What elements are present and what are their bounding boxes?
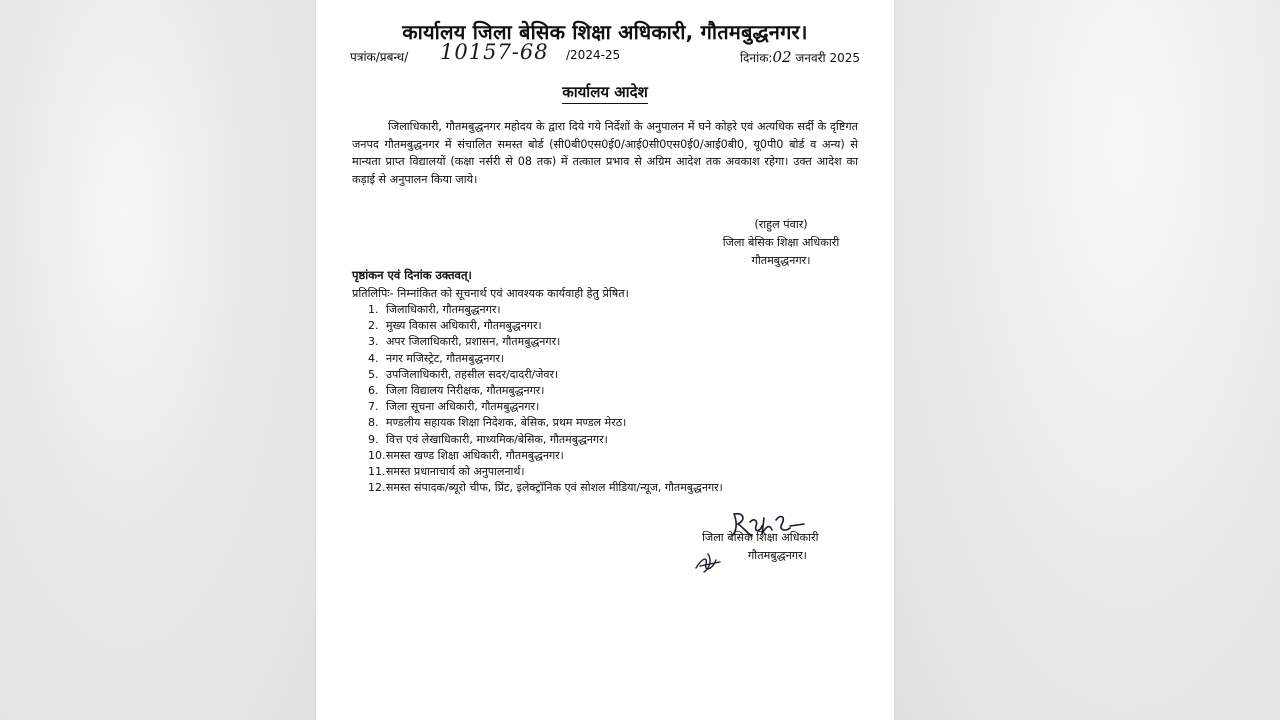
recipient-number: 4. <box>368 351 379 365</box>
recipient-text: वित्त एवं लेखाधिकारी, माध्यमिक/बेसिक, गौतमबुद्धनगर। <box>386 432 608 446</box>
reference-year: /2024-25 <box>566 48 621 62</box>
recipient-item <box>368 448 878 464</box>
recipient-number: 3. <box>368 335 379 349</box>
recipient-item <box>368 464 878 480</box>
date-label: दिनांक: <box>739 51 773 65</box>
recipient-text: अपर जिलाधिकारी, प्रशासन, गौतमबुद्धनगर। <box>386 335 561 349</box>
recipient-text: समस्त प्रधानाचार्य को अनुपालनार्थ। <box>386 465 525 479</box>
recipient-item <box>368 302 878 318</box>
recipient-item <box>368 334 878 350</box>
signature-block-primary <box>696 216 866 270</box>
recipient-text: जिला सूचना अधिकारी, गौतमबुद्धनगर। <box>386 400 540 414</box>
issue-date <box>740 48 860 66</box>
handwritten-signature <box>694 510 874 580</box>
recipient-text: समस्त खण्ड शिक्षा अधिकारी, गौतमबुद्धनगर। <box>386 448 564 462</box>
office-title: कार्यालय जिला बेसिक शिक्षा अधिकारी, गौतमबुद्धनगर। <box>402 20 808 44</box>
signatory-location-secondary: गौतमबुद्धनगर। <box>748 549 807 562</box>
recipient-item <box>368 367 878 383</box>
recipient-number: 10. <box>368 448 386 462</box>
recipient-item <box>368 318 878 334</box>
recipient-number: 1. <box>368 303 379 316</box>
recipient-item <box>368 432 878 448</box>
signature-block-secondary <box>694 510 874 580</box>
recipient-number: 7. <box>368 400 379 414</box>
recipient-text: जिला विद्यालय निरीक्षक, गौतमबुद्धनगर। <box>386 384 545 398</box>
signatory-designation-secondary: जिला बेसिक शिक्षा अधिकारी <box>702 531 819 544</box>
signatory-name: (राहुल पंवार) <box>754 218 808 231</box>
recipient-text: नगर मजिस्ट्रेट, गौतमबुद्धनगर। <box>386 351 505 365</box>
reference-row <box>350 40 860 76</box>
recipient-number: 2. <box>368 319 379 333</box>
recipient-number: 8. <box>368 416 379 430</box>
recipient-number: 5. <box>368 367 379 381</box>
blurred-background-left <box>0 0 316 720</box>
date-month-year: जनवरी 2025 <box>795 51 860 65</box>
recipient-item <box>368 383 878 399</box>
recipient-number: 12. <box>368 481 386 495</box>
recipient-item <box>368 351 878 367</box>
signatory-designation: जिला बेसिक शिक्षा अधिकारी <box>722 236 840 249</box>
endorsement-heading: पृष्ठांकन एवं दिनांक उक्तवत्। <box>352 268 472 282</box>
office-order-document <box>316 0 894 720</box>
recipient-list <box>368 302 878 496</box>
reference-label: पत्रांक/प्रबन्ध/ <box>350 50 409 64</box>
order-body: जिलाधिकारी, गौतमबुद्धनगर महोदय के द्वारा दिये गये निर्देशों के अनुपालन में घने कोहरे एवं अत्यधिक सर्दी के दृष्टिगत जनपद गौतमबुद्धनगर में संचालित समस्त बोर्ड (सी0बी0एस0ई0/आई0सी0एस0ई0/आई0बी0, यू0पी0 बोर्ड व अन्य) से मान्यता प्राप्त विद्यालयों (कक्षा नर्सरी से 08 तक) में तत्काल प्रभाव से अग्रिम आदेश तक अवकाश रहेगा। उक्त आदेश का कड़ाई से अनुपालन किया जाये। <box>352 120 858 186</box>
handwritten-date-day: 02 <box>772 48 792 66</box>
recipient-item <box>368 480 878 496</box>
recipient-text: जिलाधिकारी, गौतमबुद्धनगर। <box>386 303 501 316</box>
recipient-item <box>368 399 878 415</box>
signatory-location: गौतमबुद्धनगर। <box>751 254 811 267</box>
recipient-text: उपजिलाधिकारी, तहसील सदर/दादरी/जेवर। <box>386 367 559 381</box>
recipient-text: मण्डलीय सहायक शिक्षा निदेशक, बेसिक, प्रथम मण्डल मेरठ। <box>386 416 627 430</box>
order-title-wrap <box>316 82 894 104</box>
recipient-item <box>368 415 878 431</box>
copy-to-line: प्रतिलिपिः- निम्नांकित को सूचनार्थ एवं आवश्यक कार्यवाही हेतु प्रेषित। <box>352 287 629 300</box>
recipient-number: 11. <box>368 465 386 479</box>
recipient-text: मुख्य विकास अधिकारी, गौतमबुद्धनगर। <box>386 319 542 333</box>
blurred-background-right <box>894 0 1280 720</box>
recipient-number: 6. <box>368 384 379 398</box>
handwritten-reference-number: 10157-68 <box>440 40 549 64</box>
order-title: कार्यालय आदेश <box>562 82 648 104</box>
recipient-number: 9. <box>368 432 379 446</box>
recipient-text: समस्त संपादक/ब्यूरो चीफ, प्रिंट, इलेक्ट्रॉनिक एवं सोशल मीडिया/न्यूज, गौतमबुद्धनगर। <box>386 481 723 495</box>
